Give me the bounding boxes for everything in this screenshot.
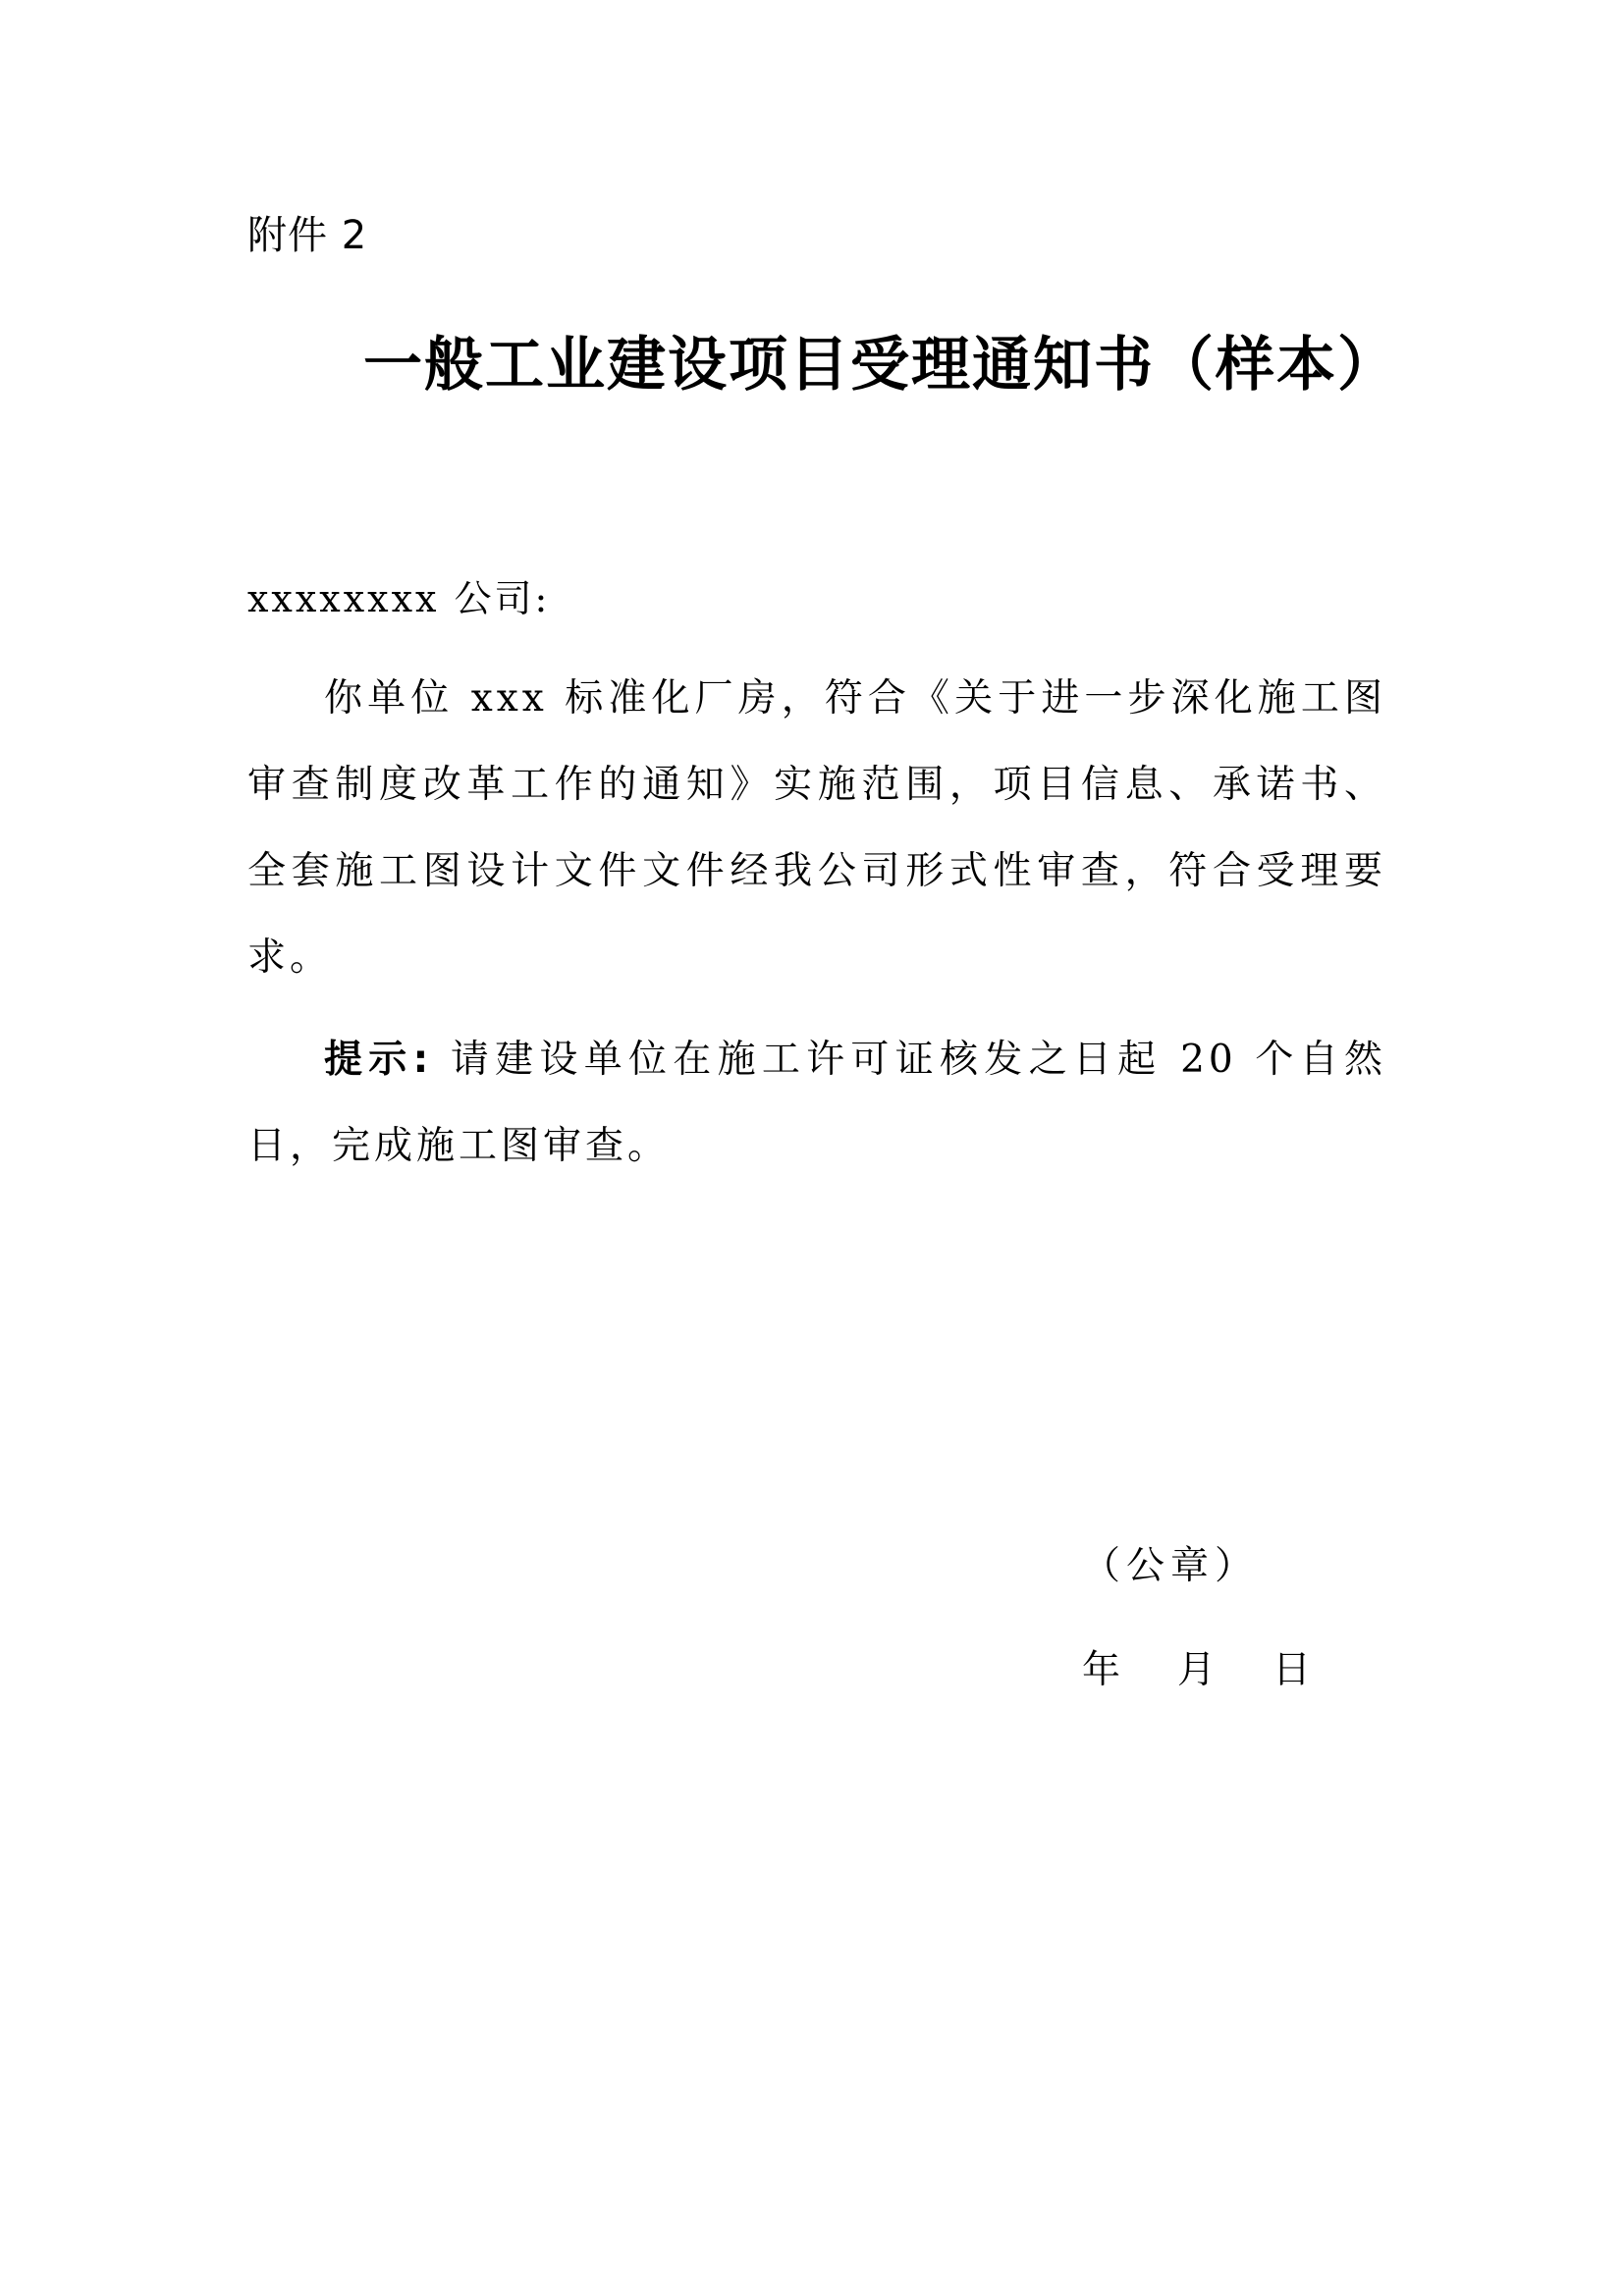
body-paragraph: 你单位 xxx 标准化厂房，符合《关于进一步深化施工图审查制度改革工作的通知》实施范围，项目信息、承诺书、全套施工图设计文件文件经我公司形式性审查，符合受理要求。 (247, 676, 1386, 980)
tip-paragraph (247, 1017, 1386, 1190)
date-day-label: 日 (1272, 1648, 1312, 1692)
attachment-label: 附件 2 (247, 213, 368, 258)
date-year-label: 年 (1082, 1648, 1121, 1692)
date-month-label: 月 (1177, 1648, 1217, 1692)
document-title: 一般工业建设项目受理通知书（样本） (363, 331, 1398, 400)
tip-label: 提示: (324, 1038, 433, 1082)
salutation: xxxxxxxx 公司: (247, 577, 551, 620)
official-seal-placeholder: （公章） (1082, 1544, 1260, 1588)
date-line (1082, 1641, 1311, 1700)
tip-text: 请建设单位在施工许可证核发之日起 20 个自然日，完成施工图审查。 (247, 1038, 1386, 1168)
